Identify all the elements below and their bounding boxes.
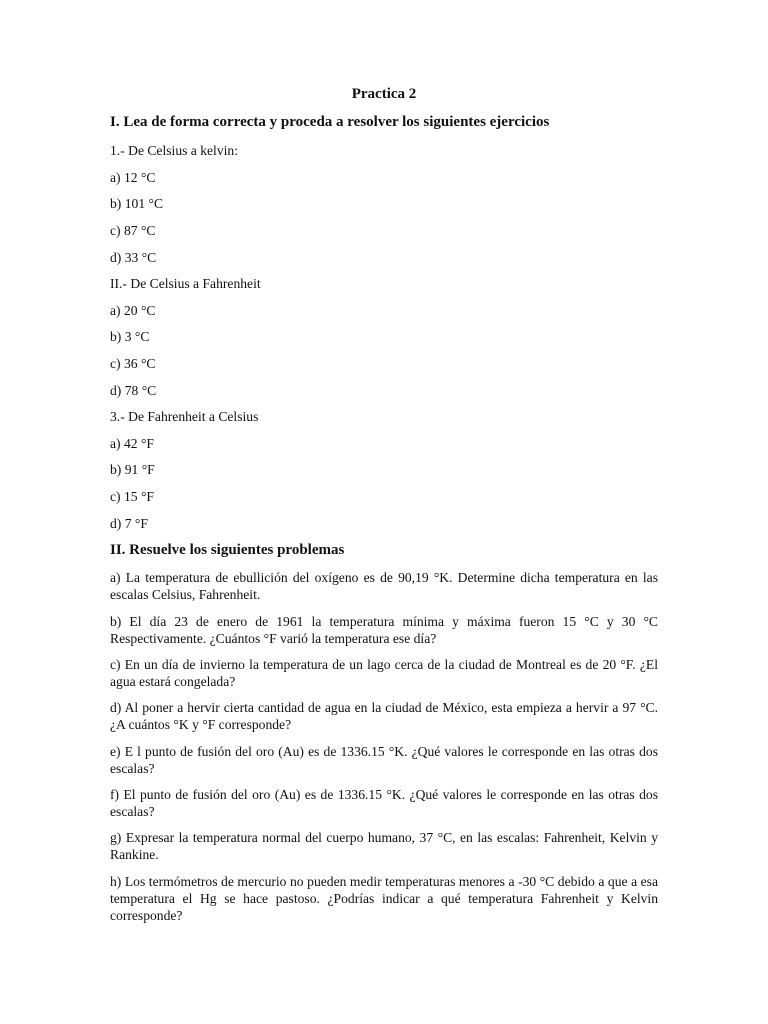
group3-item-d: d) 7 °F xyxy=(110,516,148,531)
problem-c: c) En un día de invierno la temperatura de un lago cerca de la ciudad de Montreal es de 20 °F. ¿El agua estará congelada? xyxy=(110,657,658,689)
group2-item-d: d) 78 °C xyxy=(110,383,157,398)
section2-heading: II. Resuelve los siguientes problemas xyxy=(110,542,345,558)
problem-e: e) E l punto de fusión del oro (Au) es de 1336.15 °K. ¿Qué valores le corresponde en las otras dos escalas? xyxy=(110,744,658,776)
group3-label: 3.- De Fahrenheit a Celsius xyxy=(110,409,259,424)
group3-item-b: b) 91 °F xyxy=(110,462,155,477)
page-title: Practica 2 xyxy=(351,86,417,102)
group2-item-b: b) 3 °C xyxy=(110,329,150,344)
problem-d: d) Al poner a hervir cierta cantidad de agua en la ciudad de México, esta empieza a hervir a 97 °C. ¿A cuántos °K y °F corresponde? xyxy=(110,700,658,732)
group1-item-d: d) 33 °C xyxy=(110,250,157,265)
group1-item-a: a) 12 °C xyxy=(110,170,156,185)
problem-f: f) El punto de fusión del oro (Au) es de 1336.15 °K. ¿Qué valores le corresponde en las otras dos escalas? xyxy=(110,787,658,819)
group2-label: II.- De Celsius a Fahrenheit xyxy=(110,276,261,291)
group3-item-a: a) 42 °F xyxy=(110,436,154,451)
group1-label: 1.- De Celsius a kelvin: xyxy=(110,143,238,158)
group3-item-c: c) 15 °F xyxy=(110,489,154,504)
group1-item-c: c) 87 °C xyxy=(110,223,156,238)
group2-item-c: c) 36 °C xyxy=(110,356,156,371)
problem-h: h) Los termómetros de mercurio no pueden medir temperaturas menores a -30 °C debido a que a esa temperatura el Hg se hace pastoso. ¿Podrías indicar a qué temperatura Fahrenheit y Kelvin corresponde? xyxy=(110,874,658,923)
group2-item-a: a) 20 °C xyxy=(110,303,156,318)
problem-a: a) La temperatura de ebullición del oxígeno es de 90,19 °K. Determine dicha temperatura en las escalas Celsius, Fahrenheit. xyxy=(110,570,658,602)
section1-heading: I. Lea de forma correcta y proceda a resolver los siguientes ejercicios xyxy=(110,114,550,130)
problem-b: b) El día 23 de enero de 1961 la temperatura mínima y máxima fueron 15 °C y 30 °C Respectivamente. ¿Cuántos °F varió la temperatura ese día? xyxy=(110,614,658,646)
problem-g: g) Expresar la temperatura normal del cuerpo humano, 37 °C, en las escalas: Fahrenheit, Kelvin y Rankine. xyxy=(110,830,658,862)
group1-item-b: b) 101 °C xyxy=(110,196,164,211)
